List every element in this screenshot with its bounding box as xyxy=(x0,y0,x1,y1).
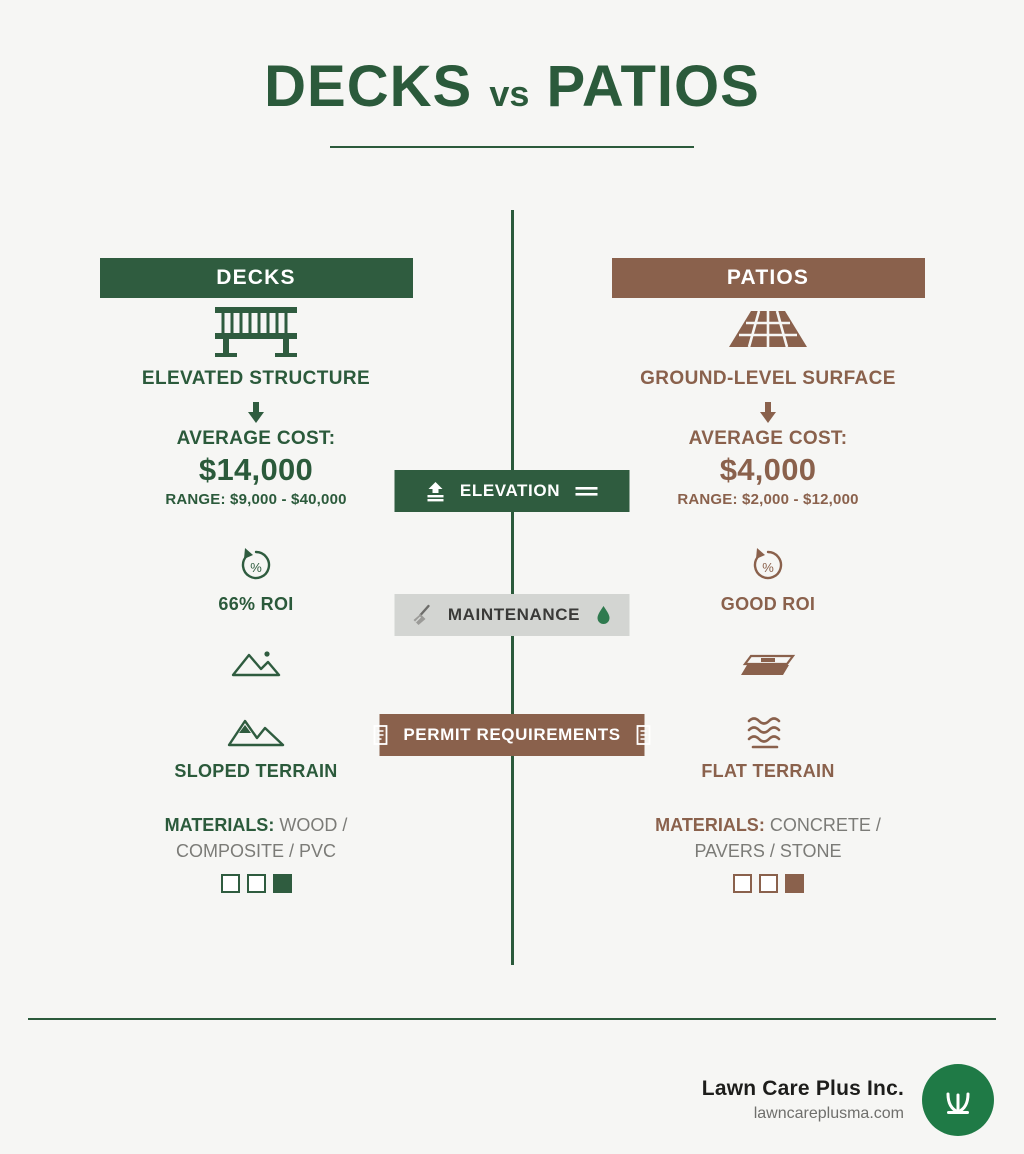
patios-cost-value: $4,000 xyxy=(719,452,817,487)
footer-text xyxy=(702,1077,904,1123)
decks-subtitle: ELEVATED STRUCTURE xyxy=(141,368,371,389)
column-patios xyxy=(512,258,1024,893)
broom-icon xyxy=(412,603,434,627)
badge-maintenance-label: MAINTENANCE xyxy=(447,605,581,624)
arrow-down-icon xyxy=(247,402,265,424)
swatch xyxy=(733,874,752,893)
decks-materials-label: MATERIALS: xyxy=(164,815,275,835)
decks-terrain-text: SLOPED TERRAIN xyxy=(174,761,338,781)
patios-materials xyxy=(623,812,913,864)
water-drop-icon xyxy=(594,604,612,626)
deck-structure-icon xyxy=(201,300,311,362)
percent-refresh-icon xyxy=(234,546,278,586)
patio-paver-grid-icon xyxy=(713,300,823,362)
decks-heading: DECKS xyxy=(100,258,413,298)
title-part-2: PATIOS xyxy=(546,54,760,119)
badge-elevation-label: ELEVATION xyxy=(459,481,561,500)
swatch xyxy=(273,874,292,893)
page-title xyxy=(0,54,1024,119)
decks-materials-value: WOOD / COMPOSITE / PVC xyxy=(175,815,348,862)
patios-terrain-text: FLAT TERRAIN xyxy=(701,761,835,781)
decks-cost-label: AVERAGE COST: xyxy=(176,428,336,449)
svg-text:%: % xyxy=(762,560,774,575)
swatch xyxy=(759,874,778,893)
decks-materials xyxy=(111,812,401,864)
document-icon xyxy=(635,724,653,746)
waves-icon xyxy=(739,713,797,753)
upload-line-icon xyxy=(426,480,446,502)
patios-materials-value: CONCRETE / PAVERS / STONE xyxy=(694,815,881,862)
brand-website[interactable]: lawncareplusma.com xyxy=(753,1105,904,1122)
swatch xyxy=(785,874,804,893)
patios-materials-label: MATERIALS: xyxy=(655,815,765,835)
decks-cost-value: $14,000 xyxy=(198,452,314,487)
title-vs: vs xyxy=(489,73,530,114)
badge-maintenance xyxy=(395,594,630,636)
patios-cost-label: AVERAGE COST: xyxy=(688,428,848,449)
decks-roi-text: 66% ROI xyxy=(218,594,294,614)
comparison-columns xyxy=(0,258,1024,893)
swatch xyxy=(221,874,240,893)
badge-permit-label: PERMIT REQUIREMENTS xyxy=(403,725,621,744)
arrow-down-icon xyxy=(759,402,777,424)
paver-stack-icon xyxy=(737,643,799,683)
document-icon xyxy=(371,724,389,746)
percent-refresh-icon xyxy=(746,546,790,586)
equals-icon xyxy=(574,483,598,499)
mountain-large-icon xyxy=(225,713,287,753)
grass-logo-icon xyxy=(922,1064,994,1136)
mountain-small-icon xyxy=(227,643,285,683)
footer-divider xyxy=(28,1018,996,1020)
patios-roi-text: GOOD ROI xyxy=(720,594,816,614)
badge-elevation xyxy=(395,470,630,512)
svg-text:%: % xyxy=(250,560,262,575)
patios-heading: PATIOS xyxy=(612,258,925,298)
column-decks xyxy=(0,258,512,893)
decks-swatches xyxy=(221,874,292,893)
title-block xyxy=(0,0,1024,148)
brand-name: Lawn Care Plus Inc. xyxy=(701,1077,904,1100)
badge-permit xyxy=(380,714,645,756)
patios-cost-range: RANGE: $2,000 - $12,000 xyxy=(677,491,859,508)
patios-subtitle: GROUND-LEVEL SURFACE xyxy=(640,368,896,389)
title-divider xyxy=(330,146,694,148)
title-part-1: DECKS xyxy=(264,54,473,119)
swatch xyxy=(247,874,266,893)
decks-cost-range: RANGE: $9,000 - $40,000 xyxy=(165,491,347,508)
patios-swatches xyxy=(733,874,804,893)
footer xyxy=(0,1050,1024,1150)
